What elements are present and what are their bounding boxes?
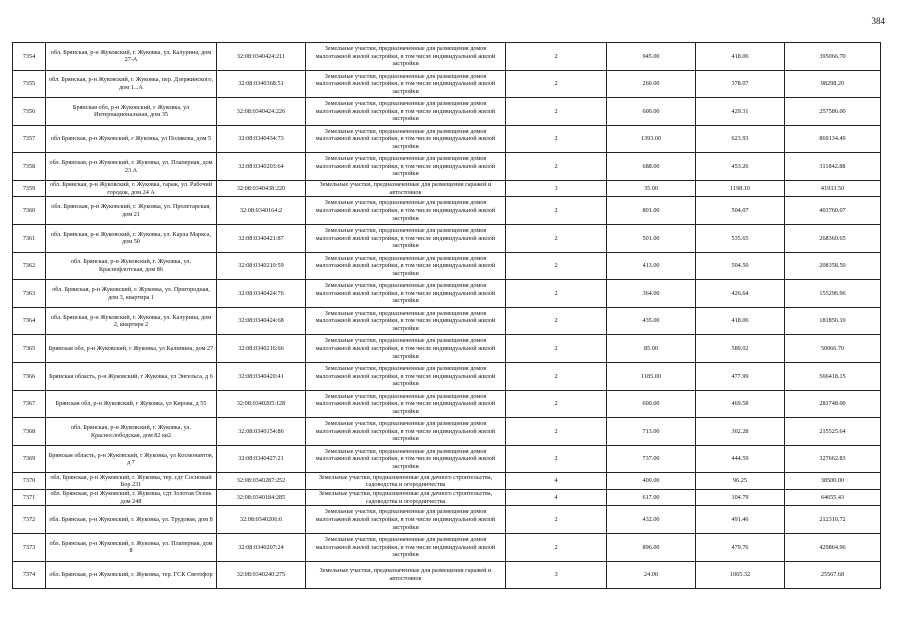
table-row	[13, 125, 881, 153]
row-number-cell: 7356	[13, 98, 46, 126]
row-number-cell: 7370	[13, 473, 46, 490]
land-use-cell: Земельные участки, предназначенные для размещения домов малоэтажной жилой застройки, в том числе индивидуальной жилой застройки	[306, 445, 506, 473]
land-use-cell: Земельные участки, предназначенные для размещения домов малоэтажной жилой застройки, в том числе индивидуальной жилой застройки	[306, 98, 506, 126]
cadastral-number-cell: 32:08:0340164:2	[217, 197, 306, 225]
cadastral-value-cell: 281748.00	[785, 390, 881, 418]
address-cell: Брянская обл, р-н Жуковский, г Жуковка, ул Кирова, д 55	[46, 390, 217, 418]
unit-value-cell: 444.59	[696, 445, 785, 473]
row-number-cell: 7364	[13, 307, 46, 335]
cadastral-number-cell: 32:08:0340210:59	[217, 252, 306, 280]
area-cell: 413.00	[607, 252, 696, 280]
group-code-cell: 2	[506, 335, 607, 363]
page-number: 384	[871, 16, 885, 26]
cadastral-number-cell: 32:08:0340368:51	[217, 70, 306, 98]
group-code-cell: 4	[506, 489, 607, 506]
address-cell: обл. Брянская, р-н Жуковский, г. Жуковка, ул. Пролетарская, дом 21	[46, 197, 217, 225]
cadastral-value-cell: 64655.43	[785, 489, 881, 506]
group-code-cell: 2	[506, 506, 607, 534]
unit-value-cell: 477.99	[696, 363, 785, 391]
cadastral-number-cell: 32:08:0340424:226	[217, 98, 306, 126]
row-number-cell: 7363	[13, 280, 46, 308]
cadastral-number-cell: 32:08:0340154:86	[217, 418, 306, 446]
group-code-cell: 4	[506, 473, 607, 490]
group-code-cell: 2	[506, 70, 607, 98]
land-use-cell: Земельные участки, предназначенные для размещения домов малоэтажной жилой застройки, в том числе индивидуальной жилой застройки	[306, 363, 506, 391]
group-code-cell: 2	[506, 363, 607, 391]
cadastral-value-cell: 257586.00	[785, 98, 881, 126]
cadastral-number-cell: 32:08:0340424:211	[217, 43, 306, 71]
area-cell: 945.00	[607, 43, 696, 71]
area-cell: 737.00	[607, 445, 696, 473]
land-registry-table	[12, 42, 881, 589]
table-row	[13, 561, 881, 589]
land-use-cell: Земельные участки, предназначенные для размещения домов малоэтажной жилой застройки, в том числе индивидуальной жилой застройки	[306, 153, 506, 181]
table-row	[13, 43, 881, 71]
unit-value-cell: 378.07	[696, 70, 785, 98]
land-use-cell: Земельные участки, предназначенные для дачного строительства, садоводства и огородничества	[306, 489, 506, 506]
table-row	[13, 506, 881, 534]
area-cell: 1185.00	[607, 363, 696, 391]
cadastral-value-cell: 98298.20	[785, 70, 881, 98]
table-row	[13, 390, 881, 418]
cadastral-number-cell: 32:08:0340424:76	[217, 280, 306, 308]
unit-value-cell: 1065.32	[696, 561, 785, 589]
cadastral-value-cell: 268360.65	[785, 225, 881, 253]
row-number-cell: 7357	[13, 125, 46, 153]
address-cell: обл. Брянская, р-н Жуковский, г. Жуковка, ул. Плаперная, дом 23 А	[46, 153, 217, 181]
unit-value-cell: 504.07	[696, 197, 785, 225]
land-use-cell: Земельные участки, предназначенные для дачного строительства, садоводства и огородничества	[306, 473, 506, 490]
area-cell: 617.00	[607, 489, 696, 506]
land-use-cell: Земельные участки, предназначенные для размещения гаражей и автостоянок	[306, 561, 506, 589]
unit-value-cell: 429.31	[696, 98, 785, 126]
cadastral-number-cell: 32:08:0340203:64	[217, 153, 306, 181]
group-code-cell: 2	[506, 98, 607, 126]
row-number-cell: 7359	[13, 180, 46, 197]
cadastral-number-cell: 32:08:0340207:24	[217, 534, 306, 562]
row-number-cell: 7355	[13, 70, 46, 98]
area-cell: 364.00	[607, 280, 696, 308]
group-code-cell: 2	[506, 534, 607, 562]
land-use-cell: Земельные участки, предназначенные для размещения домов малоэтажной жилой застройки, в том числе индивидуальной жилой застройки	[306, 335, 506, 363]
cadastral-value-cell: 212310.72	[785, 506, 881, 534]
address-cell: обл. Брянская, р-н Жуковский, г. Жуковка, ул. Краснослободская, дом 82 кв2	[46, 418, 217, 446]
unit-value-cell: 104.79	[696, 489, 785, 506]
cadastral-value-cell: 566418.15	[785, 363, 881, 391]
cadastral-value-cell: 50066.70	[785, 335, 881, 363]
group-code-cell: 2	[506, 125, 607, 153]
cadastral-number-cell: 32:08:0340184:285	[217, 489, 306, 506]
land-use-cell: Земельные участки, предназначенные для размещения домов малоэтажной жилой застройки, в том числе индивидуальной жилой застройки	[306, 280, 506, 308]
cadastral-number-cell: 32:08:0340205:128	[217, 390, 306, 418]
table-row	[13, 280, 881, 308]
area-cell: 801.00	[607, 197, 696, 225]
group-code-cell: 2	[506, 280, 607, 308]
row-number-cell: 7360	[13, 197, 46, 225]
address-cell: обл. Брянская, р-н Жуковский, г. Жуковка, пер. Дзержинского, дом 1...А	[46, 70, 217, 98]
cadastral-number-cell: 32:08:0340427:21	[217, 445, 306, 473]
unit-value-cell: 418.06	[696, 307, 785, 335]
unit-value-cell: 302.28	[696, 418, 785, 446]
table-row	[13, 489, 881, 506]
area-cell: 435.00	[607, 307, 696, 335]
unit-value-cell: 491.46	[696, 506, 785, 534]
area-cell: 260.00	[607, 70, 696, 98]
unit-value-cell: 504.50	[696, 252, 785, 280]
area-cell: 85.00	[607, 335, 696, 363]
table-row	[13, 418, 881, 446]
area-cell: 896.00	[607, 534, 696, 562]
group-code-cell: 2	[506, 252, 607, 280]
table-row	[13, 153, 881, 181]
group-code-cell: 3	[506, 561, 607, 589]
address-cell: обл. Брянская, р-н Жуковский, г. Жуковка, ул. Пригородная, дом 3, квартира 1	[46, 280, 217, 308]
unit-value-cell: 426.64	[696, 280, 785, 308]
cadastral-number-cell: 32:08:0340216:66	[217, 335, 306, 363]
table-row	[13, 445, 881, 473]
address-cell: обл Брянская, р-н Жуковский, г Жуковка, ул Полякова, дом 5	[46, 125, 217, 153]
address-cell: обл. Брянская, р-н Жуковский, г. Жуковка, тер. ГСК Светофор	[46, 561, 217, 589]
unit-value-cell: 623.93	[696, 125, 785, 153]
address-cell: обл. Брянская, р-н Жуковский, г. Жуковка, ул. Краснофлотская, дом 86	[46, 252, 217, 280]
cadastral-value-cell: 311842.88	[785, 153, 881, 181]
land-use-cell: Земельные участки, предназначенные для размещения домов малоэтажной жилой застройки, в том числе индивидуальной жилой застройки	[306, 418, 506, 446]
cadastral-value-cell: 208358.50	[785, 252, 881, 280]
land-use-cell: Земельные участки, предназначенные для размещения домов малоэтажной жилой застройки, в том числе индивидуальной жилой застройки	[306, 197, 506, 225]
table-row	[13, 335, 881, 363]
table-row	[13, 197, 881, 225]
group-code-cell: 2	[506, 197, 607, 225]
unit-value-cell: 469.58	[696, 390, 785, 418]
table-row	[13, 252, 881, 280]
address-cell: Брянская обл, р-н Жуковский, г Жуковка, ул Интернациональная, дом 35	[46, 98, 217, 126]
row-number-cell: 7371	[13, 489, 46, 506]
row-number-cell: 7369	[13, 445, 46, 473]
unit-value-cell: 453.26	[696, 153, 785, 181]
cadastral-value-cell: 38500.00	[785, 473, 881, 490]
group-code-cell: 2	[506, 225, 607, 253]
land-use-cell: Земельные участки, предназначенные для размещения домов малоэтажной жилой застройки, в том числе индивидуальной жилой застройки	[306, 225, 506, 253]
unit-value-cell: 1198.10	[696, 180, 785, 197]
address-cell: обл. Брянская, р-н Жуковский, г. Жуковка, тер. сдт Сосновый Бор 231	[46, 473, 217, 490]
address-cell: Брянская обл, р-н Жуковский, г Жуковка, ул Калинина, дом 27	[46, 335, 217, 363]
row-number-cell: 7368	[13, 418, 46, 446]
unit-value-cell: 96.25	[696, 473, 785, 490]
cadastral-value-cell: 869134.49	[785, 125, 881, 153]
area-cell: 1393.00	[607, 125, 696, 153]
cadastral-number-cell: 32:08:0340438:220	[217, 180, 306, 197]
cadastral-value-cell: 25567.68	[785, 561, 881, 589]
cadastral-number-cell: 32:08:0340240:275	[217, 561, 306, 589]
cadastral-value-cell: 181856.10	[785, 307, 881, 335]
group-code-cell: 2	[506, 153, 607, 181]
unit-value-cell: 418.06	[696, 43, 785, 71]
cadastral-number-cell: 32:08:0340434:73	[217, 125, 306, 153]
group-code-cell: 2	[506, 445, 607, 473]
table-row	[13, 307, 881, 335]
table-row	[13, 180, 881, 197]
table-row	[13, 363, 881, 391]
unit-value-cell: 479.76	[696, 534, 785, 562]
row-number-cell: 7362	[13, 252, 46, 280]
land-use-cell: Земельные участки, предназначенные для размещения домов малоэтажной жилой застройки, в том числе индивидуальной жилой застройки	[306, 307, 506, 335]
table-row	[13, 70, 881, 98]
address-cell: обл. Брянская, р-н Жуковский, г. Жуковка, ул. Карла Маркса, дом 50	[46, 225, 217, 253]
unit-value-cell: 535.65	[696, 225, 785, 253]
row-number-cell: 7354	[13, 43, 46, 71]
table-row	[13, 534, 881, 562]
land-use-cell: Земельные участки, предназначенные для размещения домов малоэтажной жилой застройки, в том числе индивидуальной жилой застройки	[306, 390, 506, 418]
land-use-cell: Земельные участки, предназначенные для размещения домов малоэтажной жилой застройки, в том числе индивидуальной жилой застройки	[306, 125, 506, 153]
unit-value-cell: 589.02	[696, 335, 785, 363]
table-row	[13, 473, 881, 490]
land-use-cell: Земельные участки, предназначенные для размещения домов малоэтажной жилой застройки, в том числе индивидуальной жилой застройки	[306, 43, 506, 71]
area-cell: 600.00	[607, 390, 696, 418]
cadastral-value-cell: 155296.96	[785, 280, 881, 308]
row-number-cell: 7365	[13, 335, 46, 363]
row-number-cell: 7372	[13, 506, 46, 534]
row-number-cell: 7361	[13, 225, 46, 253]
address-cell: обл. Брянская, р-н Жуковский, г. Жуковка, ул. Калурина, дом 27-А	[46, 43, 217, 71]
cadastral-number-cell: 32:08:0340420:41	[217, 363, 306, 391]
row-number-cell: 7367	[13, 390, 46, 418]
area-cell: 713.00	[607, 418, 696, 446]
area-cell: 35.00	[607, 180, 696, 197]
land-use-cell: Земельные участки, предназначенные для размещения домов малоэтажной жилой застройки, в том числе индивидуальной жилой застройки	[306, 252, 506, 280]
area-cell: 400.00	[607, 473, 696, 490]
cadastral-value-cell: 327662.83	[785, 445, 881, 473]
cadastral-number-cell: 32:08:0340206:6	[217, 506, 306, 534]
address-cell: обл. Брянская, р-н Жуковский, г. Жуковка, гараж, ул. Рабочий городок, дом 24 А	[46, 180, 217, 197]
cadastral-value-cell: 395066.70	[785, 43, 881, 71]
row-number-cell: 7366	[13, 363, 46, 391]
group-code-cell: 2	[506, 390, 607, 418]
land-use-cell: Земельные участки, предназначенные для размещения домов малоэтажной жилой застройки, в том числе индивидуальной жилой застройки	[306, 506, 506, 534]
land-use-cell: Земельные участки, предназначенные для размещения домов малоэтажной жилой застройки, в том числе индивидуальной жилой застройки	[306, 534, 506, 562]
area-cell: 688.00	[607, 153, 696, 181]
table-row	[13, 98, 881, 126]
row-number-cell: 7358	[13, 153, 46, 181]
table-row	[13, 225, 881, 253]
group-code-cell: 3	[506, 180, 607, 197]
group-code-cell: 2	[506, 307, 607, 335]
cadastral-value-cell: 215525.64	[785, 418, 881, 446]
address-cell: обл. Брянская, р-н Жуковский, г. Жуковка, ул. Плаперная, дом 8	[46, 534, 217, 562]
area-cell: 600.00	[607, 98, 696, 126]
cadastral-value-cell: 41933.50	[785, 180, 881, 197]
land-use-cell: Земельные участки, предназначенные для размещения гаражей и автостоянок	[306, 180, 506, 197]
address-cell: обл. Брянская, р-н Жуковский, г. Жуковка, сдт Золотая Осень дом 248	[46, 489, 217, 506]
row-number-cell: 7373	[13, 534, 46, 562]
area-cell: 501.00	[607, 225, 696, 253]
cadastral-value-cell: 403760.07	[785, 197, 881, 225]
area-cell: 432.00	[607, 506, 696, 534]
group-code-cell: 2	[506, 43, 607, 71]
row-number-cell: 7374	[13, 561, 46, 589]
cadastral-number-cell: 32:08:0340421:87	[217, 225, 306, 253]
cadastral-number-cell: 32:08:0340424:68	[217, 307, 306, 335]
land-use-cell: Земельные участки, предназначенные для размещения домов малоэтажной жилой застройки, в том числе индивидуальной жилой застройки	[306, 70, 506, 98]
area-cell: 24.00	[607, 561, 696, 589]
cadastral-number-cell: 32:08:0340287:252	[217, 473, 306, 490]
address-cell: Брянская область, р-н Жуковский, г Жуковка, ул Энгельса, д 6	[46, 363, 217, 391]
address-cell: обл. Брянская, р-н Жуковский, г. Жуковка, ул. Калурина, дом 2, квартира 2	[46, 307, 217, 335]
group-code-cell: 2	[506, 418, 607, 446]
address-cell: обл. Брянская, р-н Жуковский, г. Жуковка, ул. Трудовая, дом 8	[46, 506, 217, 534]
cadastral-value-cell: 429864.96	[785, 534, 881, 562]
address-cell: Брянская область, р-н Жуковский, г Жуковка, ул Космонавтов, д 7	[46, 445, 217, 473]
